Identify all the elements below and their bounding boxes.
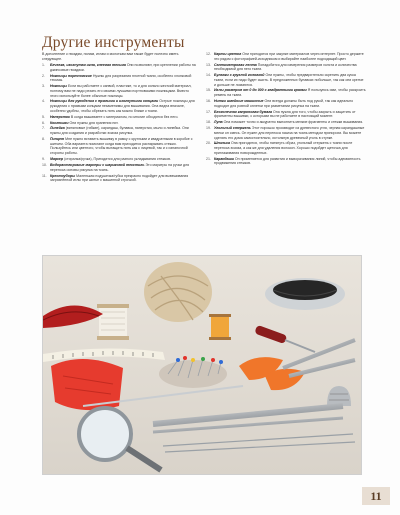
list-item [206,99,366,108]
list-item [206,110,366,119]
item-text [50,121,198,126]
item-term: Карты цветов [214,52,242,56]
item-text [214,126,366,140]
item-term: Нитки швейные машинные [214,99,264,104]
item-number: 11. [42,173,47,178]
item-term: Иглы размером от 0 до 000 с квадратными краями [214,88,307,93]
item-text [50,163,198,172]
list-item [42,174,198,183]
list-item [206,120,366,125]
thread-jar-icon [265,278,345,310]
item-description: (стиралка/ручка), Пригодится для разного укладывания стежков. [64,157,171,162]
item-description: (виниловые (гибкие), карандаш, булавка, наперстки, мыло и линейка. Они нужны для создания и разработки эскиза рисунка. [50,126,189,136]
item-description: Она нужна для того, чтобы закрыть и защитить от фрагменты вышивки, с которыми вы не работаете в настоящий момент. [214,109,356,119]
item-description: Она пригодится, чтобы натянуть образ, угольный стержень с ткани после переноса эскиза, а как же для удаления волокон. Хорошо подойдет щеточка для приглаживания новорожденных. [214,141,353,155]
list-item [42,157,198,162]
list-item [42,84,198,98]
item-term: Лупа [214,120,223,125]
item-number: 6. [42,120,45,125]
item-text [50,99,198,113]
item-text [50,157,198,162]
tools-illustration [43,256,361,474]
page-title: Другие инструменты [42,34,185,51]
item-number: 9. [42,157,45,162]
item-text [214,157,366,166]
intro-paragraph: В дополнение к гвоздям, пилам, иглам и молоткам вам также будет полезно иметь следующее. [42,52,179,61]
item-description: Мне нужно вставить вышивку в рамку с круглыми и квадратными в коробке с шитьем. Оба варианта помогают когда вам приходится распарывать стежки. Пользуйтесь или цветного, чтобы вытащить нить как с лицевой, так и с изнаночной стороны работы. [50,137,193,156]
item-term: Угольный стержень [214,126,251,131]
item-number: 13. [206,62,211,67]
list-item [206,88,366,97]
item-number: 14. [206,73,211,78]
item-number: 17. [206,109,211,114]
item-term: Сантиметровая лента [214,62,257,67]
item-term: Линейка [50,126,65,131]
item-description: Она поможет точно и аккуратно выполнить мелкие фрагменты и стежки вышивания. [223,120,364,125]
item-number: 10. [42,162,47,167]
item-term: Ножницы для рукоделия с прямыми и изогнутыми концами [50,99,159,104]
thread-spool-small-icon [209,314,231,340]
item-number: 20. [206,141,211,146]
list-item [42,126,198,135]
item-description: Они позволяют, при креплении работы на джинсовые гвоздики. [50,62,196,72]
item-term: Водорастворимые маркеры с шариковой текстиль [50,162,145,167]
list-item [42,115,198,120]
tools-list-right [206,52,366,166]
list-item [42,137,198,156]
item-number: 21. [206,156,211,161]
tools-list-left [42,63,198,183]
item-text [214,52,366,61]
list-item [42,63,198,72]
left-text-column [42,52,198,184]
item-number: 5. [42,114,45,119]
list-item [42,163,198,172]
item-description: Они нужны для хранения нит. [69,120,119,125]
item-term: Булавки с круглой головкой [214,73,265,78]
item-number: 1. [42,62,45,67]
list-item [42,74,198,83]
item-number: 16. [206,99,211,104]
item-text [214,141,366,155]
item-term: Бечевка, изогнутая игла, клеевая тесьма [50,62,126,67]
item-term: Ножницы портновские [50,73,92,78]
list-item [206,52,366,61]
tools-photo [42,255,362,475]
item-number: 18. [206,120,211,125]
item-text [50,74,198,83]
item-term: Крестоуборы [50,173,76,178]
item-description: Острые ножницы для рукоделия с прямыми концами незаменимы для вышивания. Она видна вначале, особенно удобны, чтобы обрезать нить как можно ближе к ткани. [50,99,195,113]
page-number: 11 [362,487,390,505]
right-text-column [206,52,366,167]
item-number: 12. [206,52,211,56]
item-description: Это маркеры на ручки для переноса основы рисунка на ткань. [50,162,190,172]
item-number: 7. [42,126,45,131]
item-text [214,73,366,87]
item-description: Если вы работаете с канвой, пластике, то и для сильно жесткий материал, поэтому вам не надо резать его своими лучшими портновскими ножницами. Вместо этого используйте более обычные ножницы. [50,84,192,98]
item-number: 19. [206,126,211,131]
item-description: Маленькая подушечка/губка прекрасно подойдет для вывешивания загрязнённой иглы при шитье с машинной строчкой. [50,173,189,183]
item-description: Этот порошок производят из древесного угля, черная карандашные мелки он смесь. Он нужен для переноса эскиза на ткань методом припорохи. Вы можете сделать его дома самостоятельно, истолкнув древесный уголь в ступке. [214,126,365,140]
item-text [214,63,366,72]
item-term: Маркер [50,157,64,162]
item-term: Пинцет [50,137,65,142]
item-number: 2. [42,73,45,78]
item-term: Шпилька [214,141,230,146]
item-term: Наперсток [50,114,70,119]
item-number: 15. [206,88,211,93]
item-description: Я пользуюсь ими, чтобы раскроить ремень на ткани. [214,88,366,98]
item-text [50,84,198,98]
list-item [206,126,366,140]
item-term: Коклюшки [50,120,69,125]
item-text [50,115,198,120]
item-text [214,110,366,119]
item-description: Нужны для разрезания плотной ткани, особенно хлопковой тесьмы. [50,73,192,83]
list-item [206,63,366,72]
list-item [206,157,366,166]
item-text [214,88,366,97]
list-item [42,121,198,126]
item-number: 4. [42,99,45,104]
item-number: 3. [42,84,45,89]
item-description: Они пригодятся при закупке материалов через интернет. Просто держите это рядом с фотографией-исходником и выбирайте наиболее подходящий цвет. [214,52,364,61]
item-description: Они всегда должны быть под рукой, так как идеально подходят для ровной оплетки при разметании рисунка на ткани. [214,99,354,108]
item-description: Он применяется для развития и выворачивания линий, чтобы адекватность продвижения стежков. [214,156,361,166]
item-text [50,137,198,156]
thread-spool-icon [97,304,129,340]
twine-ball-icon [144,262,212,322]
item-text [50,63,198,72]
list-item [42,99,198,113]
list-item [206,141,366,155]
item-text [50,174,198,183]
item-text [214,120,366,125]
item-description: В когда вышиваете с материалом, но многие обходятся без него. [70,114,179,119]
item-description: Понадобится для измерения размеров холста и количества необходимой для него ткани. [214,62,357,72]
item-term: Бесконечная капроновая бумага [214,109,273,114]
item-term: Карандаши [214,156,234,161]
item-text [50,126,198,135]
item-text [214,99,366,108]
item-description: Они нужны, чтобы предварительно скрепить два куска ткани, если их надо будет сшить. В предложенных булавках побольше, так как они крепче и дольше не ломаются. [214,73,364,87]
item-term: Ножницы [50,84,67,89]
list-item [206,73,366,87]
item-number: 8. [42,137,45,142]
